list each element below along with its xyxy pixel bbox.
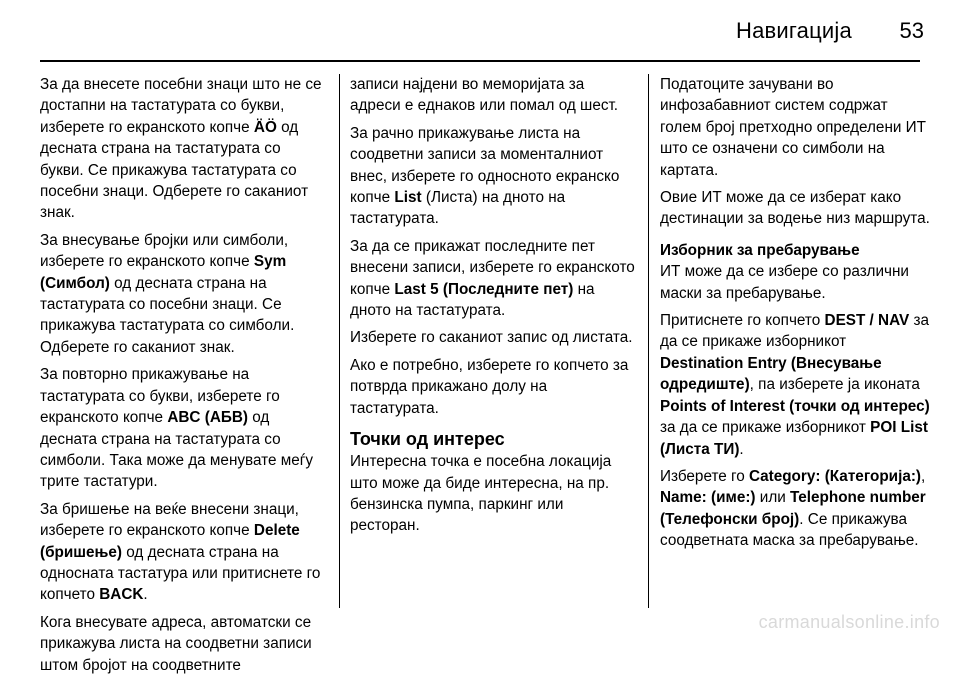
text: за да се прикаже изборникот [660,419,871,437]
paragraph [350,123,637,230]
text: За да внесете посебни знаци што не се достапни на тастатурата со букви, изберете го екранското копче [40,76,322,136]
key-label: Last 5 (Последните пет) [394,280,574,298]
paragraph [660,310,930,460]
section-title: Точки од интерес [350,429,505,450]
text: За рачно прикажување листа на соодветни записи за моменталниот внес, изберете го односното екранско копче [350,124,620,207]
paragraph: Ако е потребно, изберете го копчето за потврда прикажано долу на тастатурата. [350,356,629,417]
text: . Се прикажува соодветната маска за пребарување. [660,510,919,550]
paragraph [40,499,327,606]
page-number: 53 [899,18,924,43]
text: . [143,586,148,604]
text: Притиснете го копчето [660,312,825,330]
paragraph: записи најдени во меморијата за адреси е еднаков или помал од шест. [350,76,619,115]
column-2 [350,74,637,543]
key-label: Name: (име:) [660,489,756,507]
page-title: Навигација [736,18,852,43]
text: , [921,467,926,485]
text: За внесување бројки или симболи, изберете го екранското копче [40,231,289,271]
column-divider-1 [339,74,340,608]
key-label: Sym (Симбол) [40,253,287,292]
key-label: List [394,189,422,207]
text: (Листа) на дното на тастатурата. [350,189,566,228]
key-label: Delete (бришење) [40,522,300,561]
paragraph [660,466,930,552]
paragraph [40,74,327,224]
text: За бришење на веќе внесени знаци, изберете го екранското копче [40,500,299,540]
key-label: Destination Entry (Внесување одредиште) [660,354,882,394]
key-label: Category: (Категорија:) [749,467,922,485]
page-header [0,0,960,60]
paragraph: Овие ИТ може да се изберат како дестинации за водење низ маршрута. [660,189,930,228]
text: или [755,489,791,507]
text: , па изберете ја иконата [749,376,920,394]
text: Изберете го [660,467,750,485]
paragraph: ИТ може да се избере со различни маски за пребарување. [660,263,909,302]
text: за да се прикаже изборникот [660,312,930,351]
text: За повторно прикажување на тастатурата со букви, изберете го екранското копче [40,366,280,427]
column-1 [40,74,327,682]
subsection-title: Изборник за пребарување [660,241,860,259]
key-label: DEST / NAV [824,312,910,330]
key-label: ÄÖ [253,118,277,136]
key-label: ABC (АБВ) [167,409,248,427]
text: од десната страна на тастатурата со букви. Се прикажува тастатурата со посебни знаци. Одберете го саканиот знак. [40,118,309,222]
paragraph [350,236,637,322]
paragraph: Кога внесувате адреса, автоматски се прикажува листа на соодветни записи штом бројот на соодветните [40,613,312,674]
text: За да се прикажат последните пет внесени записи, изберете го екранското копче [350,237,635,298]
column-3 [660,74,930,558]
header-rule [40,60,920,62]
text: на дното на тастатурата. [350,280,595,320]
paragraph: Податоците зачувани во инфозабавниот систем содржат голем број претходно определени ИТ што се означени со симболи на картата. [660,76,927,179]
text: од десната страна на тастатурата со симболи. Така може да менувате меѓу трите тастатури. [40,409,314,491]
text: . [739,440,744,458]
key-label: BACK [99,586,144,604]
column-divider-2 [648,74,649,608]
paragraph: Интересна точка е посебна локација што може да биде интересна, на пр. бензинска пумпа, паркинг или ресторан. [350,453,612,535]
paragraph [40,230,327,358]
key-label: Points of Interest (точки од интерес) [660,397,930,415]
key-label: Telephone number (Телефонски број) [660,489,926,528]
text: од десната страна на тастатурата со посебни знаци. Се прикажува тастатурата со симболи. Одберете го саканиот знак. [40,274,295,356]
watermark: carmanualsonline.info [758,612,940,632]
key-label: POI List (Листа ТИ) [660,419,928,458]
paragraph [40,364,327,492]
paragraph: Изберете го саканиот запис од листата. [350,329,633,347]
text: од десната страна на односната тастатура или притиснете го копчето [40,543,321,604]
